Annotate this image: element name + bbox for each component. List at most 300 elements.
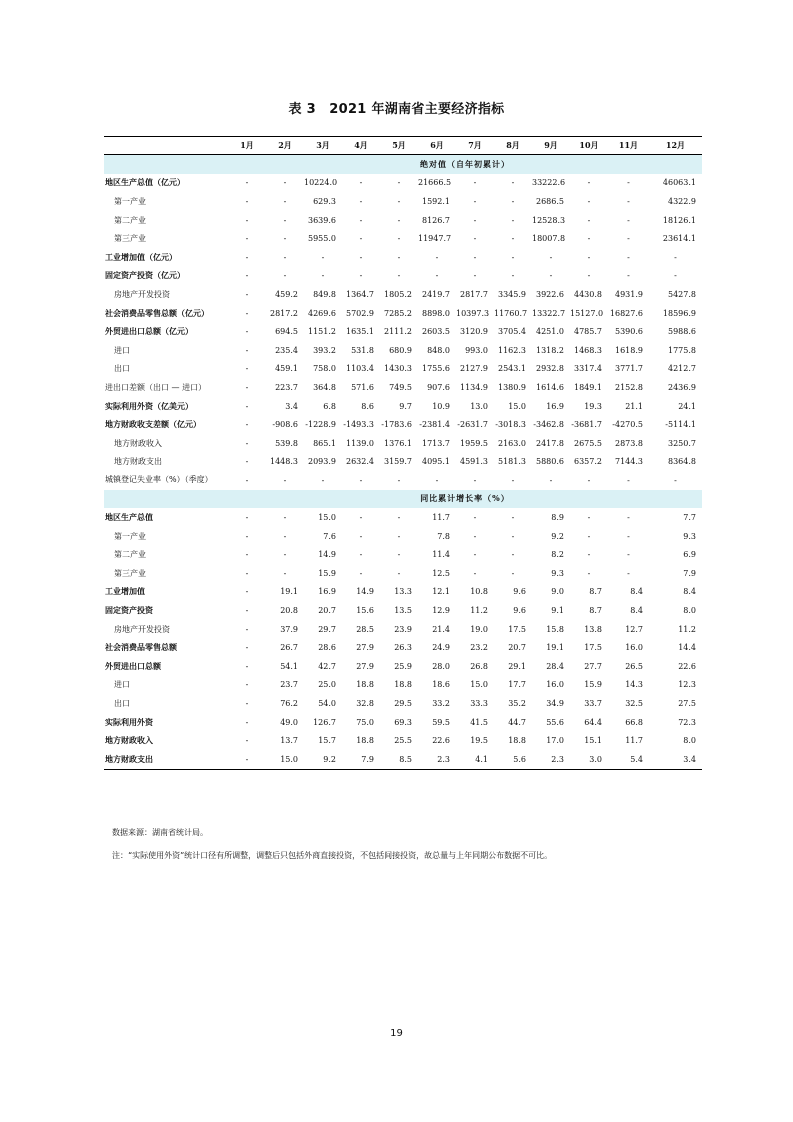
value-cell: - xyxy=(587,234,591,244)
value-cell: -4270.5 xyxy=(612,420,643,430)
value-cell: 13.5 xyxy=(394,606,412,616)
value-cell: - xyxy=(245,438,249,448)
value-cell: 1448.3 xyxy=(270,457,298,467)
value-cell: 15.7 xyxy=(318,736,336,746)
row-label: 工业增加值（亿元） xyxy=(105,251,177,262)
table-row xyxy=(104,453,702,472)
value-cell: - xyxy=(245,661,249,671)
value-cell: 2686.5 xyxy=(536,196,564,206)
value-cell: 10224.0 xyxy=(304,178,338,188)
row-label: 第一产业 xyxy=(114,531,146,541)
value-cell: - xyxy=(245,308,249,318)
value-cell: 27.9 xyxy=(356,643,374,653)
value-cell: - xyxy=(245,587,249,597)
value-cell: - xyxy=(549,271,553,281)
month-header: 8月 xyxy=(494,137,532,155)
value-cell: - xyxy=(245,550,249,560)
value-cell: 1805.2 xyxy=(384,289,412,299)
value-cell: - xyxy=(245,457,249,467)
value-cell: - xyxy=(283,513,287,523)
value-cell: 33.7 xyxy=(584,699,602,709)
table-row xyxy=(104,471,702,490)
value-cell: 459.1 xyxy=(275,364,298,374)
section-title: 绝对值（自年初累计） xyxy=(228,155,702,174)
value-cell: 42.7 xyxy=(318,661,336,671)
value-cell: - xyxy=(511,550,515,560)
value-cell: - xyxy=(511,196,515,206)
value-cell: - xyxy=(587,475,591,485)
value-cell: - xyxy=(511,475,515,485)
value-cell: - xyxy=(549,252,553,262)
table-row xyxy=(104,229,702,248)
value-cell: 18.8 xyxy=(394,680,412,690)
table-row xyxy=(104,378,702,397)
value-cell: 27.5 xyxy=(678,699,696,709)
value-cell: 2817.2 xyxy=(270,308,298,318)
value-cell: 26.5 xyxy=(625,661,643,671)
value-cell: 4430.8 xyxy=(574,289,602,299)
value-cell: 16.0 xyxy=(546,680,564,690)
value-cell: -3462.8 xyxy=(533,420,564,430)
value-cell: - xyxy=(587,178,591,188)
value-cell: - xyxy=(511,215,515,225)
value-cell: - xyxy=(283,531,287,541)
value-cell: 849.8 xyxy=(313,289,336,299)
row-label: 出口 xyxy=(114,364,130,374)
value-cell: - xyxy=(397,475,401,485)
value-cell: 4322.9 xyxy=(668,196,696,206)
value-cell: 15.0 xyxy=(470,680,488,690)
value-cell: - xyxy=(359,178,363,188)
row-label: 外贸进出口总额 xyxy=(105,660,161,671)
header-blank-cell xyxy=(104,137,228,155)
value-cell: - xyxy=(587,215,591,225)
value-cell: 17.0 xyxy=(546,736,564,746)
value-cell: 8.4 xyxy=(630,587,643,597)
value-cell: 14.9 xyxy=(318,550,336,560)
value-cell: 1635.1 xyxy=(346,327,374,337)
value-cell: - xyxy=(228,750,266,769)
value-cell: - xyxy=(245,624,249,634)
value-cell: 23.2 xyxy=(470,643,488,653)
value-cell: - xyxy=(245,736,249,746)
value-cell: - xyxy=(245,327,249,337)
value-cell: - xyxy=(359,271,363,281)
value-cell: 3120.9 xyxy=(460,327,488,337)
value-cell: 12.9 xyxy=(432,606,450,616)
value-cell: 15.0 xyxy=(508,401,526,411)
value-cell: 21.1 xyxy=(625,401,643,411)
month-header: 7月 xyxy=(456,137,494,155)
month-header: 5月 xyxy=(380,137,418,155)
value-cell: 5181.3 xyxy=(498,457,526,467)
value-cell: - xyxy=(359,531,363,541)
value-cell: - xyxy=(359,550,363,560)
value-cell: 29.5 xyxy=(394,699,412,709)
row-label: 进口 xyxy=(114,680,130,690)
value-cell: 2127.9 xyxy=(460,364,488,374)
value-cell: 1713.7 xyxy=(422,438,450,448)
value-cell: 907.6 xyxy=(427,382,450,392)
value-cell: - xyxy=(245,717,249,727)
value-cell: 1162.3 xyxy=(498,345,526,355)
value-cell: 5390.6 xyxy=(615,327,643,337)
value-cell: 15.0 xyxy=(318,513,336,523)
value-cell: 20.7 xyxy=(508,643,526,653)
value-cell: 17.5 xyxy=(584,643,602,653)
value-cell: - xyxy=(473,215,477,225)
value-cell: 1468.3 xyxy=(574,345,602,355)
table-row xyxy=(104,657,702,676)
row-label: 地区生产总值（亿元） xyxy=(105,177,185,188)
value-cell: 17.7 xyxy=(508,680,526,690)
value-cell: 34.9 xyxy=(546,699,564,709)
value-cell: - xyxy=(245,215,249,225)
value-cell: 8126.7 xyxy=(422,215,450,225)
table-row xyxy=(104,322,702,341)
section-lead-cell xyxy=(104,155,228,174)
row-label: 地方财政支出 xyxy=(104,750,228,769)
value-cell: 865.1 xyxy=(313,438,336,448)
value-cell: 37.9 xyxy=(280,624,298,634)
value-cell: - xyxy=(674,271,677,281)
table-row xyxy=(104,304,702,323)
table-row xyxy=(104,545,702,564)
value-cell: 29.1 xyxy=(508,661,526,671)
value-cell: 758.0 xyxy=(313,364,336,374)
table-row xyxy=(104,508,702,527)
value-cell: 4251.0 xyxy=(536,327,564,337)
value-cell: 5.4 xyxy=(608,750,649,769)
value-cell: - xyxy=(245,178,249,188)
value-cell: -1783.6 xyxy=(381,420,412,430)
value-cell: - xyxy=(511,252,515,262)
value-cell: 26.8 xyxy=(470,661,488,671)
value-cell: 25.0 xyxy=(318,680,336,690)
value-cell: 72.3 xyxy=(678,717,696,727)
value-cell: - xyxy=(627,178,630,188)
row-label: 实际利用外资（亿美元） xyxy=(105,400,193,411)
value-cell: - xyxy=(511,513,515,523)
value-cell: 20.7 xyxy=(318,606,336,616)
value-cell: - xyxy=(627,215,630,225)
value-cell: 19.3 xyxy=(584,401,602,411)
value-cell: 28.0 xyxy=(432,661,450,671)
value-cell: 13322.7 xyxy=(532,308,566,318)
section-header-row xyxy=(104,155,702,174)
table-row xyxy=(104,415,702,434)
value-cell: - xyxy=(549,475,553,485)
row-label: 房地产开发投资 xyxy=(114,624,170,634)
value-cell: -3018.3 xyxy=(495,420,526,430)
value-cell: -1228.9 xyxy=(305,420,336,430)
value-cell: - xyxy=(245,196,249,206)
table-row xyxy=(104,750,702,769)
value-cell: - xyxy=(283,252,287,262)
value-cell: 14.4 xyxy=(678,643,696,653)
value-cell: 5702.9 xyxy=(346,308,374,318)
value-cell: 629.3 xyxy=(313,196,336,206)
value-cell: 3159.7 xyxy=(384,457,412,467)
value-cell: 9.0 xyxy=(551,587,564,597)
value-cell: 17.5 xyxy=(508,624,526,634)
table-row xyxy=(104,676,702,695)
value-cell: - xyxy=(359,513,363,523)
value-cell: - xyxy=(627,531,630,541)
value-cell: - xyxy=(245,606,249,616)
value-cell: 8.6 xyxy=(361,401,374,411)
value-cell: 8.4 xyxy=(630,606,643,616)
value-cell: - xyxy=(627,196,630,206)
value-cell: 5880.6 xyxy=(536,457,564,467)
value-cell: - xyxy=(473,178,477,188)
row-label: 地方财政收入 xyxy=(105,735,153,746)
value-cell: - xyxy=(473,252,477,262)
value-cell: - xyxy=(511,568,515,578)
value-cell: 7.9 xyxy=(683,568,696,578)
value-cell: - xyxy=(321,475,325,485)
row-label: 第二产业 xyxy=(114,215,146,225)
value-cell: 19.1 xyxy=(280,587,298,597)
value-cell: 2873.8 xyxy=(615,438,643,448)
value-cell: 680.9 xyxy=(389,345,412,355)
value-cell: 1592.1 xyxy=(422,196,450,206)
table-row xyxy=(104,211,702,230)
value-cell: 11.4 xyxy=(432,550,450,560)
value-cell: - xyxy=(397,196,401,206)
value-cell: 5427.8 xyxy=(668,289,696,299)
data-source-note: 数据来源：湖南省统计局。 xyxy=(112,828,208,837)
value-cell: - xyxy=(397,550,401,560)
value-cell: 2.3 xyxy=(532,750,570,769)
row-label: 地区生产总值 xyxy=(105,512,153,523)
value-cell: 20.8 xyxy=(280,606,298,616)
value-cell: - xyxy=(245,475,249,485)
value-cell: 49.0 xyxy=(280,717,298,727)
value-cell: 10.9 xyxy=(432,401,450,411)
value-cell: 8898.0 xyxy=(422,308,450,318)
value-cell: -908.6 xyxy=(272,420,298,430)
row-label: 城镇登记失业率（%）（季度） xyxy=(105,475,213,485)
value-cell: -1493.3 xyxy=(343,420,374,430)
month-header: 1月 xyxy=(228,137,266,155)
value-cell: 7285.2 xyxy=(384,308,412,318)
row-label: 地方财政收支差额（亿元） xyxy=(105,419,201,430)
value-cell: - xyxy=(359,215,363,225)
value-cell: 4095.1 xyxy=(422,457,450,467)
value-cell: 27.9 xyxy=(356,661,374,671)
value-cell: - xyxy=(397,531,401,541)
value-cell: 2.3 xyxy=(418,750,456,769)
table-body xyxy=(104,155,702,770)
value-cell: 64.4 xyxy=(584,717,602,727)
value-cell: 8.2 xyxy=(551,550,564,560)
value-cell: 223.7 xyxy=(275,382,298,392)
row-label: 工业增加值 xyxy=(105,586,145,597)
value-cell: 4212.7 xyxy=(668,364,696,374)
value-cell: 7144.3 xyxy=(615,457,643,467)
value-cell: - xyxy=(359,234,363,244)
value-cell: - xyxy=(627,568,630,578)
value-cell: - xyxy=(473,196,477,206)
value-cell: 9.1 xyxy=(551,606,564,616)
value-cell: - xyxy=(511,178,515,188)
value-cell: 459.2 xyxy=(275,289,298,299)
row-label: 固定资产投资 xyxy=(105,605,153,616)
value-cell: 2419.7 xyxy=(422,289,450,299)
value-cell: 33.3 xyxy=(470,699,488,709)
value-cell: - xyxy=(283,178,287,188)
value-cell: 531.8 xyxy=(351,345,374,355)
value-cell: 29.7 xyxy=(318,624,336,634)
value-cell: 2603.5 xyxy=(422,327,450,337)
value-cell: 3639.6 xyxy=(308,215,336,225)
table-row xyxy=(104,713,702,732)
value-cell: - xyxy=(245,643,249,653)
month-header: 2月 xyxy=(266,137,304,155)
table-row xyxy=(104,601,702,620)
value-cell: 1151.2 xyxy=(308,327,336,337)
month-header: 4月 xyxy=(342,137,380,155)
value-cell: - xyxy=(473,568,477,578)
value-cell: 11760.7 xyxy=(494,308,528,318)
value-cell: 15.8 xyxy=(546,624,564,634)
value-cell: 18.8 xyxy=(356,736,374,746)
value-cell: 44.7 xyxy=(508,717,526,727)
value-cell: -2631.7 xyxy=(457,420,488,430)
row-label: 第三产业 xyxy=(114,234,146,244)
value-cell: 16827.6 xyxy=(609,308,643,318)
row-label: 固定资产投资（亿元） xyxy=(105,270,185,281)
row-label: 社会消费品零售总额 xyxy=(105,642,177,653)
value-cell: 24.9 xyxy=(432,643,450,653)
value-cell: 1614.6 xyxy=(536,382,564,392)
footnote: 注：“实际使用外资”统计口径有所调整，调整后只包括外商直接投资，不包括间接投资，故总量与上年同期公布数据不可比。 xyxy=(112,851,553,860)
value-cell: 1364.7 xyxy=(346,289,374,299)
value-cell: 21666.5 xyxy=(418,178,452,188)
value-cell: 41.5 xyxy=(470,717,488,727)
section-lead-cell xyxy=(104,490,228,509)
table-title: 表 3 2021 年湖南省主要经济指标 xyxy=(288,102,505,117)
value-cell: - xyxy=(397,271,401,281)
value-cell: - xyxy=(359,568,363,578)
value-cell: 1775.8 xyxy=(668,345,696,355)
value-cell: 10.8 xyxy=(470,587,488,597)
value-cell: 5955.0 xyxy=(308,234,336,244)
value-cell: 21.4 xyxy=(432,624,450,634)
value-cell: - xyxy=(283,215,287,225)
value-cell: - xyxy=(283,271,287,281)
value-cell: - xyxy=(674,252,677,262)
value-cell: 16.9 xyxy=(318,587,336,597)
value-cell: 3345.9 xyxy=(498,289,526,299)
value-cell: 1139.0 xyxy=(346,438,374,448)
value-cell: - xyxy=(245,345,249,355)
value-cell: 1103.4 xyxy=(346,364,374,374)
value-cell: 6.8 xyxy=(323,401,336,411)
value-cell: 4269.6 xyxy=(308,308,336,318)
value-cell: - xyxy=(283,475,287,485)
value-cell: 9.2 xyxy=(304,750,342,769)
value-cell: - xyxy=(359,196,363,206)
value-cell: - xyxy=(627,234,630,244)
value-cell: 15127.0 xyxy=(570,308,604,318)
value-cell: 33222.6 xyxy=(532,178,566,188)
month-header: 3月 xyxy=(304,137,342,155)
value-cell: 14.9 xyxy=(356,587,374,597)
value-cell: - xyxy=(473,550,477,560)
value-cell: - xyxy=(359,475,363,485)
value-cell: 11.7 xyxy=(432,513,450,523)
value-cell: 6.9 xyxy=(683,550,696,560)
value-cell: - xyxy=(587,550,591,560)
table-row xyxy=(104,192,702,211)
row-label: 外贸进出口总额（亿元） xyxy=(105,326,193,337)
value-cell: - xyxy=(359,252,363,262)
value-cell: 54.1 xyxy=(280,661,298,671)
value-cell: 19.0 xyxy=(470,624,488,634)
table-row xyxy=(104,527,702,546)
value-cell: 5988.6 xyxy=(668,327,696,337)
value-cell: 3317.4 xyxy=(574,364,602,374)
value-cell: 10397.3 xyxy=(456,308,490,318)
value-cell: 235.4 xyxy=(275,345,298,355)
value-cell: - xyxy=(511,531,515,541)
value-cell: 571.6 xyxy=(351,382,374,392)
value-cell: 1380.9 xyxy=(498,382,526,392)
value-cell: 1618.9 xyxy=(615,345,643,355)
value-cell: 8.0 xyxy=(683,606,696,616)
value-cell: 23.9 xyxy=(394,624,412,634)
value-cell: - xyxy=(587,531,591,541)
row-label: 第二产业 xyxy=(114,550,146,560)
value-cell: 13.7 xyxy=(280,736,298,746)
value-cell: - xyxy=(397,568,401,578)
value-cell: 539.8 xyxy=(275,438,298,448)
value-cell: 1376.1 xyxy=(384,438,412,448)
value-cell: 11.2 xyxy=(470,606,488,616)
value-cell: - xyxy=(473,271,477,281)
value-cell: 54.0 xyxy=(318,699,336,709)
value-cell: 12.7 xyxy=(625,624,643,634)
value-cell: - xyxy=(245,382,249,392)
table-row xyxy=(104,248,702,267)
value-cell: - xyxy=(321,252,325,262)
value-cell: 12.1 xyxy=(432,587,450,597)
value-cell: 55.6 xyxy=(546,717,564,727)
value-cell: 28.4 xyxy=(546,661,564,671)
value-cell: - xyxy=(435,271,439,281)
value-cell: 2543.1 xyxy=(498,364,526,374)
table-row xyxy=(104,360,702,379)
value-cell: 9.6 xyxy=(513,606,526,616)
value-cell: 4591.3 xyxy=(460,457,488,467)
table-row xyxy=(104,583,702,602)
value-cell: 6357.2 xyxy=(574,457,602,467)
month-header: 12月 xyxy=(649,137,702,155)
value-cell: 993.0 xyxy=(465,345,488,355)
value-cell: 2632.4 xyxy=(346,457,374,467)
value-cell: 2152.8 xyxy=(615,382,643,392)
row-label: 第三产业 xyxy=(114,568,146,578)
value-cell: 76.2 xyxy=(280,699,298,709)
value-cell: 18126.1 xyxy=(662,215,696,225)
table-row xyxy=(104,564,702,583)
value-cell: - xyxy=(245,680,249,690)
value-cell: - xyxy=(397,252,401,262)
value-cell: - xyxy=(245,364,249,374)
row-label: 社会消费品零售总额（亿元） xyxy=(105,307,209,318)
